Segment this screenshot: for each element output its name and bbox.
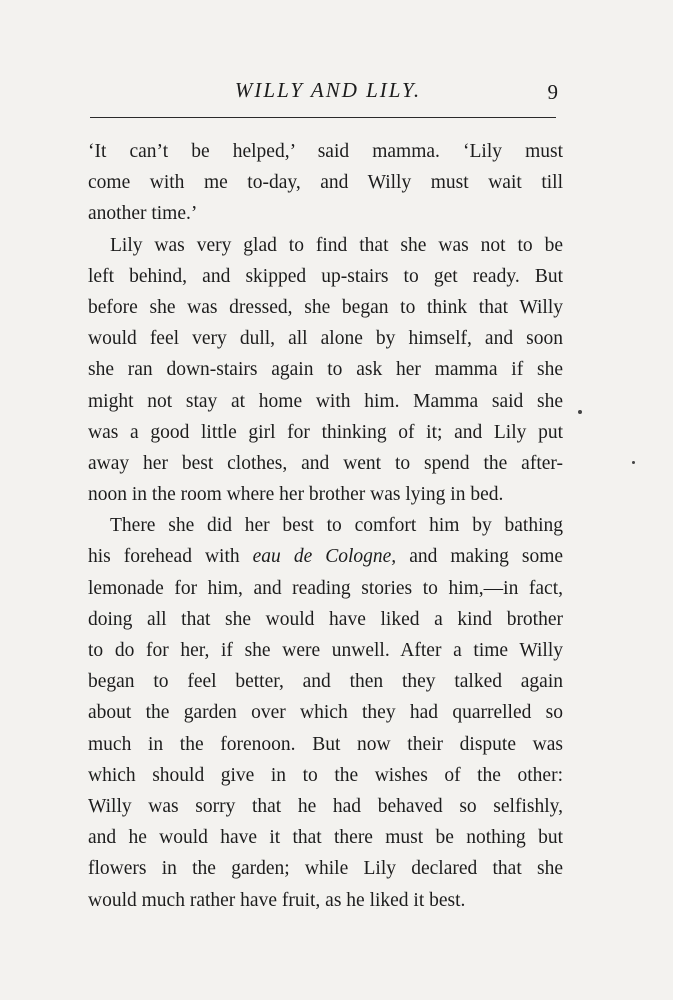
text-line: lemonade for him, and reading stories to him,—in fact,: [88, 577, 563, 599]
text-line: would feel very dull, all alone by himself, and soon: [88, 328, 563, 350]
text-line: left behind, and skipped up-stairs to get ready. But: [88, 265, 563, 287]
header-rule: [90, 117, 556, 118]
text-segment: his forehead with: [88, 546, 240, 568]
text-line: away her best clothes, and went to spend the after-: [88, 452, 563, 474]
body-text: [88, 136, 563, 916]
text-line: noon in the room where her brother was lying in bed.: [88, 484, 504, 506]
text-line: might not stay at home with him. Mamma said she: [88, 390, 563, 412]
text-line: to do for her, if she were unwell. After a time Willy: [88, 640, 563, 661]
text-line: about the garden over which they had quarrelled so: [88, 702, 563, 724]
text-segment: and making some: [409, 546, 564, 568]
text-line: Lily was very glad to find that she was not to be: [110, 234, 563, 256]
text-line: and he would have it that there must be nothing but: [88, 827, 563, 849]
page-number: 9: [547, 80, 558, 104]
text-line: come with me to-day, and Willy must wait till: [88, 172, 563, 194]
text-line: Willy was sorry that he had behaved so selfishly,: [88, 795, 563, 817]
text-line: another time.’: [88, 203, 198, 225]
text-line: much in the forenoon. But now their dispute was: [88, 733, 563, 755]
text-line-with-italic: [88, 541, 563, 572]
running-title: WILLY AND LILY.: [234, 78, 422, 102]
text-line: which should give in to the wishes of the other:: [88, 764, 563, 786]
running-head: [88, 78, 568, 108]
text-line: began to feel better, and then they talked again: [88, 671, 563, 693]
text-line: before she was dressed, she began to think that Willy: [88, 296, 563, 318]
text-line: would much rather have fruit, as he liked it best.: [88, 889, 466, 911]
text-line: There she did her best to comfort him by bathing: [110, 515, 563, 537]
text-line: she ran down-stairs again to ask her mamma if she: [88, 359, 563, 381]
speck-mark: [578, 410, 582, 414]
text-line: was a good little girl for thinking of it; and Lily put: [88, 421, 563, 443]
italic-phrase: eau de Cologne,: [252, 546, 397, 568]
text-line: flowers in the garden; while Lily declared that she: [88, 858, 563, 880]
speck-mark: [632, 461, 635, 464]
text-line: doing all that she would have liked a kind brother: [88, 608, 563, 630]
text-line: ‘It can’t be helped,’ said mamma. ‘Lily must: [88, 141, 563, 162]
